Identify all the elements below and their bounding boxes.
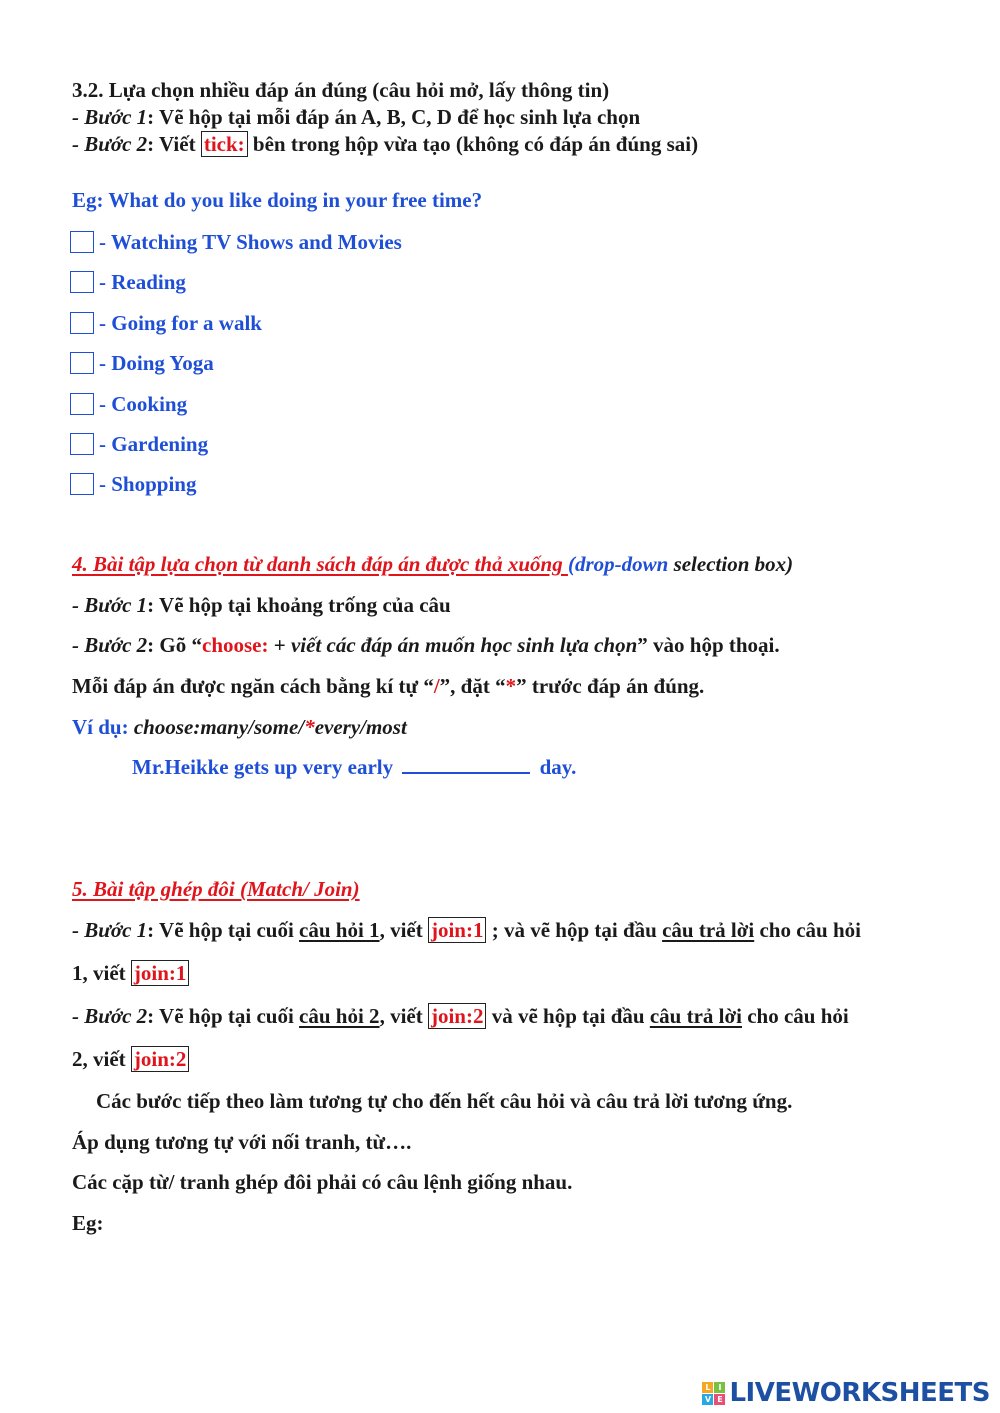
option-row bbox=[70, 310, 262, 336]
sec4-sentence bbox=[132, 754, 576, 780]
checkbox[interactable] bbox=[70, 231, 94, 253]
option-row bbox=[70, 269, 186, 295]
step1-text: : Vẽ hộp tại khoảng trống của câu bbox=[147, 593, 451, 617]
s2-a: : Vẽ hộp tại cuối bbox=[147, 1004, 300, 1028]
tick-code-box: tick: bbox=[201, 131, 248, 157]
s2-u1: câu hỏi 2 bbox=[299, 1004, 380, 1028]
sec4-step1 bbox=[72, 592, 451, 618]
s1-d: cho câu hỏi bbox=[754, 918, 861, 942]
logo-letter: V bbox=[702, 1394, 713, 1405]
step2-pre: : Viết bbox=[147, 132, 201, 156]
option-label: - Shopping bbox=[99, 471, 197, 496]
s2-line2: 2, viết bbox=[72, 1047, 131, 1071]
example-star: * bbox=[304, 715, 315, 739]
slash-char: / bbox=[433, 674, 440, 698]
logo-text: LIVEWORKSHEETS bbox=[729, 1378, 990, 1408]
option-label: - Doing Yoga bbox=[99, 350, 214, 375]
option-row bbox=[70, 471, 196, 497]
s1-c: ; và vẽ hộp tại đầu bbox=[486, 918, 663, 942]
step2-a: : Gõ “ bbox=[147, 633, 202, 657]
section-5-title: 5. Bài tập ghép đôi (Match/ Join) bbox=[72, 877, 360, 901]
option-label: - Going for a walk bbox=[99, 310, 262, 335]
join1-code-box: join:1 bbox=[428, 917, 487, 943]
s1-u1: câu hỏi 1 bbox=[299, 918, 380, 942]
join1-code-box-2: join:1 bbox=[131, 960, 190, 986]
option-row bbox=[70, 229, 402, 255]
checkbox[interactable] bbox=[70, 473, 94, 495]
sec5-p3: Các cặp từ/ tranh ghép đôi phải có câu lệnh giống nhau. bbox=[72, 1170, 573, 1194]
step1-text: : Vẽ hộp tại mỗi đáp án A, B, C, D để học sinh lựa chọn bbox=[147, 105, 641, 129]
sec32-step1 bbox=[72, 104, 640, 130]
star-char: * bbox=[505, 674, 517, 698]
sec5-step1 bbox=[72, 917, 861, 943]
option-label: - Reading bbox=[99, 269, 186, 294]
option-row bbox=[70, 350, 214, 376]
example-b: every/most bbox=[314, 715, 407, 739]
s2-b: , viết bbox=[379, 1004, 428, 1028]
step1-label: - Bước 1 bbox=[72, 593, 148, 617]
logo-letter: L bbox=[702, 1382, 713, 1393]
step2-post: bên trong hộp vừa tạo (không có đáp án đúng sai) bbox=[247, 132, 699, 156]
section-3-2-title: 3.2. Lựa chọn nhiều đáp án đúng (câu hỏi mở, lấy thông tin) bbox=[72, 78, 610, 102]
option-row bbox=[70, 391, 187, 417]
sec4-note bbox=[72, 673, 704, 699]
checkbox[interactable] bbox=[70, 271, 94, 293]
choose-code: choose: bbox=[202, 633, 269, 657]
note-c: ” trước đáp án đúng. bbox=[516, 674, 705, 698]
sec4-paren: ( bbox=[567, 552, 575, 576]
sec5-step2 bbox=[72, 1003, 849, 1029]
step2-d: ” vào hộp thoại. bbox=[637, 633, 780, 657]
checkbox[interactable] bbox=[70, 312, 94, 334]
s1-b: , viết bbox=[379, 918, 428, 942]
checkbox[interactable] bbox=[70, 352, 94, 374]
logo-mark-icon bbox=[702, 1382, 725, 1405]
step2-label: - Bước 2 bbox=[72, 1004, 148, 1028]
option-label: - Gardening bbox=[99, 431, 209, 456]
liveworksheets-logo[interactable] bbox=[702, 1378, 990, 1408]
example-question: Eg: What do you like doing in your free time? bbox=[72, 188, 483, 212]
s1-line2: 1, viết bbox=[72, 961, 131, 985]
sec5-step1-cont bbox=[72, 960, 189, 986]
s2-u2: câu trả lời bbox=[649, 1004, 742, 1028]
option-label: - Cooking bbox=[99, 391, 188, 416]
note-a: Mỗi đáp án được ngăn cách bằng kí tự “ bbox=[72, 674, 434, 698]
sec4-step2 bbox=[72, 632, 780, 658]
sec5-p4: Eg: bbox=[72, 1211, 104, 1235]
sentence-a: Mr.Heikke gets up very early bbox=[132, 755, 399, 779]
join2-code-box: join:2 bbox=[428, 1003, 487, 1029]
step2-label: - Bước 2 bbox=[72, 633, 148, 657]
sec5-p2: Áp dụng tương tự với nối tranh, từ…. bbox=[72, 1130, 412, 1154]
sentence-b: day. bbox=[534, 755, 577, 779]
example-a: choose:many/some/ bbox=[128, 715, 305, 739]
sec4-example bbox=[72, 714, 407, 740]
sec4-dropdown: drop-down bbox=[574, 552, 669, 576]
s2-d: cho câu hỏi bbox=[741, 1004, 849, 1028]
sec4-title-rest: selection box) bbox=[668, 552, 794, 576]
join2-code-box-2: join:2 bbox=[131, 1046, 190, 1072]
step1-label: - Bước 1 bbox=[72, 918, 148, 942]
logo-letter: E bbox=[714, 1394, 725, 1405]
step2-c: viết các đáp án muốn học sinh lựa chọn bbox=[290, 633, 638, 657]
sec4-title-main: 4. Bài tập lựa chọn từ danh sách đáp án được thả xuống bbox=[72, 552, 568, 576]
step1-label: - Bước 1 bbox=[72, 105, 148, 129]
s1-u2: câu trả lời bbox=[662, 918, 755, 942]
example-label: Ví dụ: bbox=[72, 715, 129, 739]
checkbox[interactable] bbox=[70, 393, 94, 415]
sec5-step2-cont bbox=[72, 1046, 189, 1072]
sec32-step2 bbox=[72, 131, 698, 157]
logo-letter: I bbox=[714, 1382, 725, 1393]
s2-c: và vẽ hộp tại đầu bbox=[486, 1004, 650, 1028]
dropdown-blank[interactable] bbox=[402, 754, 530, 774]
s1-a: : Vẽ hộp tại cuối bbox=[147, 918, 300, 942]
step2-label: - Bước 2 bbox=[72, 132, 148, 156]
step2-b: + bbox=[268, 633, 291, 657]
option-label: - Watching TV Shows and Movies bbox=[99, 229, 402, 254]
section-4-title bbox=[72, 551, 793, 577]
checkbox[interactable] bbox=[70, 433, 94, 455]
note-b: ”, đặt “ bbox=[439, 674, 506, 698]
sec5-p1: Các bước tiếp theo làm tương tự cho đến hết câu hỏi và câu trả lời tương ứng. bbox=[96, 1089, 793, 1113]
option-row bbox=[70, 431, 208, 457]
